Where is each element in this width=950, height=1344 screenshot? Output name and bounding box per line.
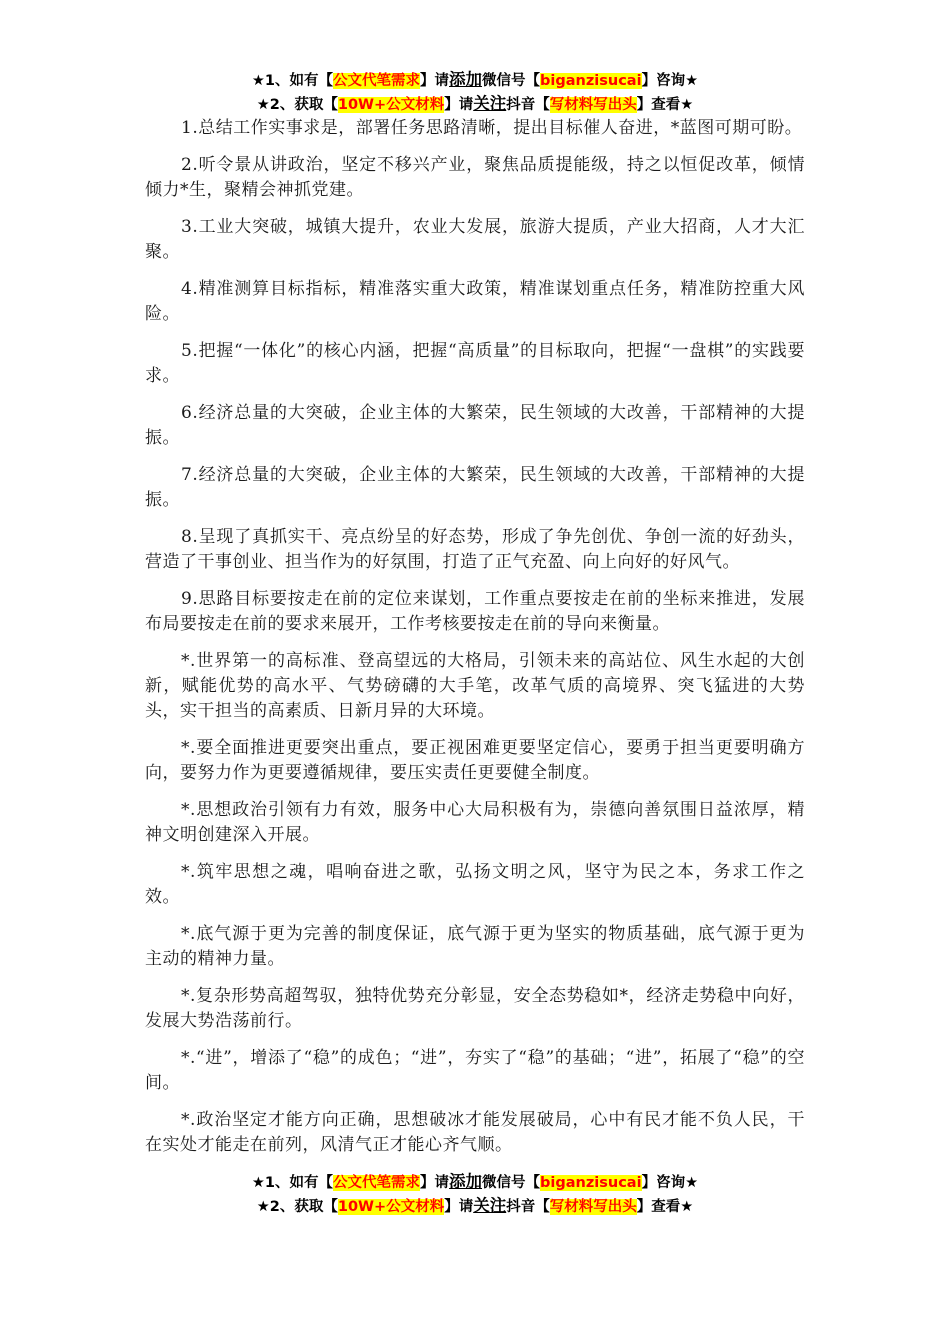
- banner-prefix: ★2、获取【: [256, 1199, 338, 1215]
- paragraph: 9.思路目标要按走在前的定位来谋划，工作重点要按走在前的坐标来推进，发展布局要按走在前的要求来展开，工作考核要按走在前的导向来衡量。: [145, 589, 805, 634]
- document-body: [145, 116, 805, 1158]
- paragraph: *.要全面推进更要突出重点，要正视困难更要坚定信心，要勇于担当更要明确方向，要努力作为更要遵循规律，要压实责任更要健全制度。: [145, 738, 805, 783]
- paragraph: 6.经济总量的大突破，企业主体的大繁荣，民生领域的大改善，干部精神的大提振。: [145, 403, 805, 448]
- banner-suffix: 】查看★: [636, 1199, 694, 1215]
- paragraph: 5.把握“一体化”的核心内涵，把握“高质量”的目标取向，把握“一盘棋”的实践要求。: [145, 341, 805, 386]
- banner-suffix: 】查看★: [636, 97, 694, 113]
- banner-highlight: 公文代笔需求: [333, 73, 421, 89]
- banner-text: 】请: [420, 1175, 450, 1191]
- banner-highlight: 10W+公文材料: [337, 1199, 445, 1215]
- banner-text: 微信号【: [482, 1175, 541, 1191]
- banner-emphasis: 关注: [473, 1196, 507, 1215]
- douyin-id-highlight: 写材料写出头: [549, 1199, 637, 1215]
- paragraph: *.世界第一的高标准、登高望远的大格局，引领未来的高站位、风生水起的大创新，赋能优势的高水平、气势磅礴的大手笔，改革气质的高境界、突飞猛进的大势头，实干担当的高素质、日新月异的大环境。: [145, 651, 805, 721]
- banner-highlight: 10W+公文材料: [337, 97, 445, 113]
- banner-emphasis: 添加: [449, 1172, 483, 1191]
- paragraph: 7.经济总量的大突破，企业主体的大繁荣，民生领域的大改善，干部精神的大提振。: [145, 465, 805, 510]
- douyin-id-highlight: 写材料写出头: [549, 97, 637, 113]
- banner-prefix: ★2、获取【: [256, 97, 338, 113]
- banner-emphasis: 关注: [473, 94, 507, 113]
- banner-text: 抖音【: [506, 1199, 550, 1215]
- paragraph: 8.呈现了真抓实干、亮点纷呈的好态势，形成了争先创优、争创一流的好劲头，营造了干事创业、担当作为的好氛围，打造了正气充盈、向上向好的好风气。: [145, 527, 805, 572]
- wechat-id-highlight: biganzisucai: [540, 1175, 642, 1191]
- banner-text: 微信号【: [482, 73, 541, 89]
- banner-line-1: [145, 68, 805, 92]
- banner-prefix: ★1、如有【: [251, 73, 334, 89]
- paragraph: 2.听令景从讲政治，坚定不移兴产业，聚焦品质提能级，持之以恒促改革，倾情倾力*生，聚精会神抓党建。: [145, 155, 805, 200]
- banner-suffix: 】咨询★: [641, 73, 699, 89]
- paragraph: 3.工业大突破，城镇大提升，农业大发展，旅游大提质，产业大招商，人才大汇聚。: [145, 217, 805, 262]
- banner-text: 】请: [444, 1199, 474, 1215]
- paragraph: *.思想政治引领有力有效，服务中心大局积极有为，崇德向善氛围日益浓厚，精神文明创建深入开展。: [145, 800, 805, 845]
- paragraph: *.“进”，增添了“稳”的成色；“进”，夯实了“稳”的基础；“进”，拓展了“稳”的空间。: [145, 1048, 805, 1093]
- paragraph: *.复杂形势高超驾驭，独特优势充分彰显，安全态势稳如*，经济走势稳中向好，发展大势浩荡前行。: [145, 986, 805, 1031]
- banner-emphasis: 添加: [449, 70, 483, 89]
- banner-prefix: ★1、如有【: [251, 1175, 334, 1191]
- banner-highlight: 公文代笔需求: [333, 1175, 421, 1191]
- wechat-id-highlight: biganzisucai: [540, 73, 642, 89]
- paragraph: *.筑牢思想之魂，唱响奋进之歌，弘扬文明之风，坚守为民之本，务求工作之效。: [145, 862, 805, 907]
- top-banner: [145, 68, 805, 116]
- banner-line-1: [145, 1170, 805, 1194]
- paragraph: *.底气源于更为完善的制度保证，底气源于更为坚实的物质基础，底气源于更为主动的精神力量。: [145, 924, 805, 969]
- banner-text: 】请: [420, 73, 450, 89]
- document-page: [145, 68, 805, 1218]
- banner-line-2: [145, 92, 805, 116]
- paragraph: 4.精准测算目标指标，精准落实重大政策，精准谋划重点任务，精准防控重大风险。: [145, 279, 805, 324]
- paragraph: 1.总结工作实事求是，部署任务思路清晰，提出目标催人奋进，*蓝图可期可盼。: [181, 118, 803, 138]
- banner-suffix: 】咨询★: [641, 1175, 699, 1191]
- paragraph: *.政治坚定才能方向正确，思想破冰才能发展破局，心中有民才能不负人民，干在实处才能走在前列，风清气正才能心齐气顺。: [145, 1110, 805, 1155]
- banner-text: 抖音【: [506, 97, 550, 113]
- banner-line-2: [145, 1194, 805, 1218]
- bottom-banner: [145, 1170, 805, 1218]
- banner-text: 】请: [444, 97, 474, 113]
